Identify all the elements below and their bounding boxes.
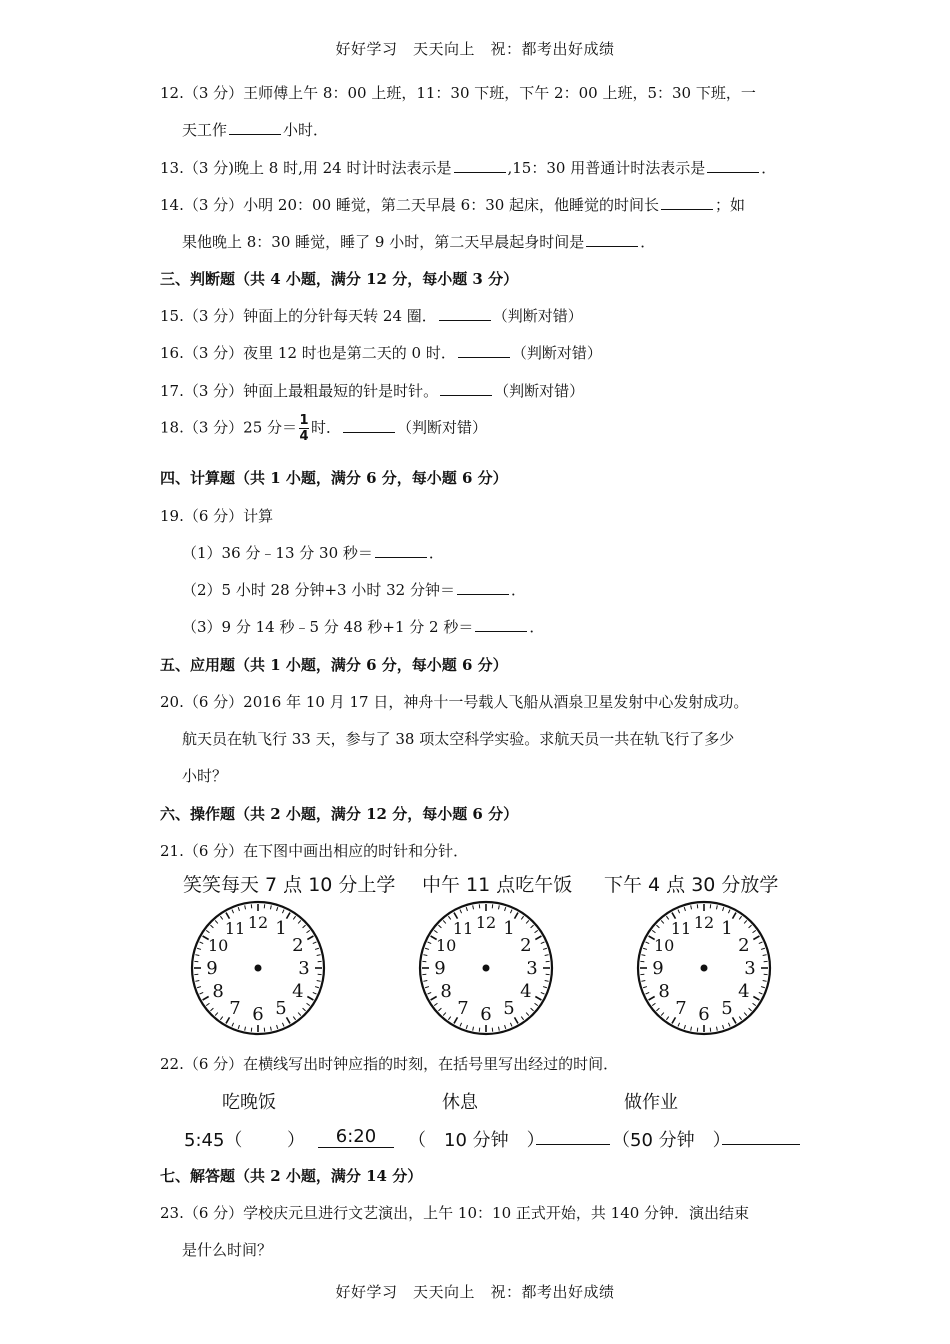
clock-numeral: 8 [440, 981, 452, 1002]
q19-p2-end: ． [510, 581, 526, 599]
clock-numeral: 3 [744, 958, 756, 979]
clock-numeral: 2 [292, 935, 304, 956]
q14-line2 [182, 231, 655, 252]
q19-p1-blank[interactable] [375, 543, 427, 558]
q19-part2 [182, 579, 526, 600]
q18-fraction [299, 414, 309, 443]
clock-face-1[interactable] [192, 902, 324, 1034]
clock-face-3[interactable] [638, 902, 770, 1034]
clock-numeral: 6 [480, 1004, 492, 1025]
clock-face-2[interactable] [420, 902, 552, 1034]
q17-hint: （判断对错） [494, 382, 585, 400]
clock-numeral: 2 [520, 935, 532, 956]
q13-text-a: 13.（3 分)晚上 8 时,用 24 时计时法表示是 [160, 159, 452, 177]
clock-numeral: 5 [275, 997, 287, 1019]
clock-numeral: 4 [292, 981, 304, 1002]
clock-numeral: 10 [207, 936, 229, 955]
section-4-heading: 四、计算题（共 1 小题，满分 6 分，每小题 6 分） [160, 469, 508, 487]
q14-text-c: 果他晚上 8：30 睡觉，睡了 9 小时，第二天早晨起身时间是 [182, 233, 585, 251]
q12-line2 [182, 119, 328, 140]
q14-blank-1[interactable] [661, 195, 713, 210]
q18-text-a: 18.（3 分）25 分＝ [160, 418, 298, 437]
q19-p1-text: （1）36 分﹣13 分 30 秒＝ [182, 544, 373, 562]
q19-p2-blank[interactable] [457, 580, 509, 595]
clock-numeral: 7 [229, 997, 241, 1019]
q19-p1-end: ． [428, 544, 444, 562]
q13-blank-1[interactable] [454, 158, 506, 173]
clock-numeral: 6 [252, 1004, 264, 1025]
clock-numeral: 9 [652, 958, 664, 979]
section-5-heading: 五、应用题（共 1 小题，满分 6 分，每小题 6 分） [160, 656, 508, 674]
q20-line3: 小时？ [182, 767, 228, 785]
clock-faces [0, 890, 950, 1045]
q14-blank-2[interactable] [586, 232, 638, 247]
clock-numeral: 2 [738, 935, 750, 956]
q15-text: 15.（3 分）钟面上的分针每天转 24 圈． [160, 307, 437, 325]
q12-answer-blank[interactable] [229, 120, 281, 135]
clock-numeral: 7 [457, 997, 469, 1019]
q12-text-b: 小时． [283, 121, 329, 139]
clock-numeral: 5 [503, 997, 515, 1019]
clock-numeral: 1 [721, 918, 733, 940]
q17-blank[interactable] [440, 381, 492, 396]
q17-text: 17.（3 分）钟面上最粗最短的针是时针。 [160, 382, 439, 400]
q22-label-homework: 做作业 [624, 1092, 678, 1113]
clock-numeral: 9 [206, 958, 218, 979]
q13-text-c: ． [761, 159, 777, 177]
clock-numeral: 12 [475, 913, 497, 932]
q19-part1 [182, 542, 444, 563]
q19-p3-text: （3）9 分 14 秒﹣5 分 48 秒+1 分 2 秒＝ [182, 618, 474, 636]
clock-numeral: 1 [275, 918, 287, 940]
section-7-heading: 七、解答题（共 2 小题，满分 14 分） [160, 1167, 423, 1185]
clock-numeral: 4 [738, 981, 750, 1002]
clock-numeral: 3 [298, 958, 310, 979]
clock-numeral: 5 [721, 997, 733, 1019]
q14-text-a: 14.（3 分）小明 20：00 睡觉，第二天早晨 6：30 起床，他睡觉的时间长 [160, 196, 660, 214]
q22-paren-close: ） [287, 1130, 305, 1151]
fraction-denominator: 4 [299, 429, 309, 444]
clock-center-dot [701, 965, 708, 972]
q19-p3-end: ． [529, 618, 545, 636]
clock-center-dot [255, 965, 262, 972]
section-3-heading: 三、判断题（共 4 小题，满分 12 分，每小题 3 分） [160, 270, 519, 288]
clock-numeral: 12 [693, 913, 715, 932]
q15-hint: （判断对错） [492, 307, 583, 325]
q13-text-b: ,15：30 用普通计时法表示是 [507, 159, 706, 177]
q13-line [160, 157, 776, 178]
clock-numeral: 11 [224, 919, 246, 939]
q22-blank-1[interactable] [536, 1144, 610, 1145]
q20-line1: 20.（6 分）2016 年 10 月 17 日，神舟十一号载人飞船从酒泉卫星发射中心发射成功。 [160, 693, 749, 711]
section-6-heading: 六、操作题（共 2 小题，满分 12 分，每小题 6 分） [160, 805, 519, 823]
clock-numeral: 7 [675, 997, 687, 1019]
clock-numeral: 11 [670, 919, 692, 939]
q22-label-dinner: 吃晚饭 [222, 1092, 276, 1113]
q22-duration-2: （50 分钟 ） [612, 1130, 731, 1151]
clock-numeral: 10 [653, 936, 675, 955]
q17-line [160, 380, 584, 401]
q15-blank[interactable] [439, 306, 491, 321]
q22-time-2: 6:20 [318, 1126, 394, 1148]
q16-hint: （判断对错） [511, 344, 602, 362]
clock-numeral: 4 [520, 981, 532, 1002]
q12-line1: 12.（3 分）王师傅上午 8：00 上班，11：30 下班，下午 2：00 上班，5：30 下班，一 [160, 84, 756, 102]
q22-label-rest: 休息 [442, 1092, 478, 1113]
fraction-numerator: 1 [299, 413, 309, 428]
clock-numeral: 12 [247, 913, 269, 932]
clock-numeral: 8 [658, 981, 670, 1002]
page-header: 好好学习 天天向上 祝：都考出好成绩 [335, 40, 615, 58]
q13-blank-2[interactable] [707, 158, 759, 173]
q16-line [160, 342, 602, 363]
page-footer: 好好学习 天天向上 祝：都考出好成绩 [335, 1283, 615, 1301]
clock-numeral: 11 [452, 919, 474, 939]
q18-text-b: 时． [311, 418, 342, 437]
clock-numeral: 8 [212, 981, 224, 1002]
q12-text-a: 天工作 [182, 121, 228, 139]
q18-line [160, 414, 487, 443]
clock-numeral: 6 [698, 1004, 710, 1025]
q19-part3 [182, 616, 544, 637]
q22-start-time: 5:45（ [184, 1130, 243, 1151]
q18-hint: （判断对错） [397, 418, 488, 437]
q19-p2-text: （2）5 小时 28 分钟+3 小时 32 分钟＝ [182, 581, 455, 599]
q19-p3-blank[interactable] [475, 617, 527, 632]
q14-text-d: ． [640, 233, 656, 251]
q20-line2: 航天员在轨飞行 33 天，参与了 38 项太空科学实验。求航天员一共在轨飞行了多少 [182, 730, 735, 748]
clock-caption-2: 中午 11 点吃午饭 [422, 874, 573, 896]
clock-numeral: 10 [435, 936, 457, 955]
q19-title: 19.（6 分）计算 [160, 507, 274, 525]
q22-text: 22.（6 分）在横线写出时钟应指的时刻，在括号里写出经过的时间． [160, 1055, 619, 1073]
clock-numeral: 9 [434, 958, 446, 979]
clock-numeral: 1 [503, 918, 515, 940]
q23-line2: 是什么时间？ [182, 1241, 273, 1259]
q14-text-b: ；如 [715, 196, 746, 214]
clock-caption-1: 笑笑每天 7 点 10 分上学 [183, 874, 396, 896]
q16-text: 16.（3 分）夜里 12 时也是第二天的 0 时． [160, 344, 456, 362]
q22-blank-2[interactable] [722, 1144, 800, 1145]
q21-text: 21.（6 分）在下图中画出相应的时针和分针． [160, 842, 469, 860]
q14-line1 [160, 194, 745, 215]
q18-blank[interactable] [343, 418, 395, 433]
q15-line [160, 305, 583, 326]
clock-numeral: 3 [526, 958, 538, 979]
q22-duration-1: （ 10 分钟 ） [408, 1130, 545, 1151]
q23-line1: 23.（6 分）学校庆元旦进行文艺演出，上午 10：10 正式开始，共 140 分钟．演出结束 [160, 1204, 750, 1222]
q16-blank[interactable] [458, 343, 510, 358]
clock-caption-3: 下午 4 点 30 分放学 [604, 874, 779, 896]
clock-center-dot [483, 965, 490, 972]
